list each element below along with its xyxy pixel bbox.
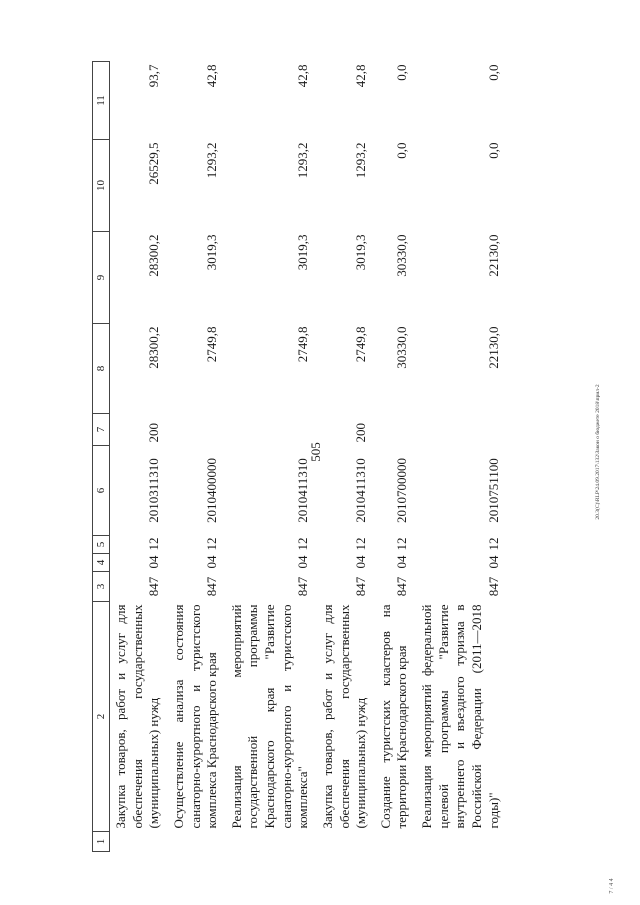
value-col9: 30330,0 — [394, 234, 410, 277]
value-col9: 3019,3 — [353, 234, 369, 271]
budget-table — [92, 61, 507, 852]
header-cell: 11 — [93, 62, 110, 140]
target-article-code: 2010311310 — [146, 458, 162, 523]
value-col8: 2749,8 — [204, 326, 220, 363]
target-article-code: 2010751100 — [485, 458, 501, 523]
value-col8: 30330,0 — [394, 326, 410, 369]
value-col10: 1293,2 — [353, 142, 369, 179]
page-number: 505 — [308, 442, 323, 462]
section-code: 04 — [146, 555, 162, 569]
value-col8: 2749,8 — [295, 326, 311, 363]
ved-code: 847 — [295, 576, 311, 597]
row-number — [110, 832, 168, 852]
value-col10: 26529,5 — [146, 142, 162, 185]
value-col11: 0,0 — [394, 64, 410, 81]
target-article-code: 2010400000 — [204, 458, 220, 523]
subsection-code: 12 — [204, 537, 220, 551]
row-number — [226, 832, 317, 852]
header-cell: 3 — [93, 572, 110, 602]
expense-type-code: 200 — [146, 423, 162, 443]
value-col9: 22130,0 — [485, 234, 501, 277]
header-cell: 4 — [93, 554, 110, 572]
corner-mark: 7 / 4 4 — [609, 878, 615, 894]
table-row — [168, 62, 226, 852]
row-number — [317, 832, 375, 852]
header-cell: 9 — [93, 232, 110, 324]
row-number — [375, 832, 416, 852]
row-name: Реализация мероприятий федеральной целевой программы "Развитие внутреннего и въездного туризма в Российской Федерации (2011—2018 годы)" — [419, 604, 501, 829]
table-header-row — [93, 62, 110, 852]
table-row — [416, 62, 507, 852]
section-code: 04 — [204, 555, 220, 569]
expense-type-code — [375, 414, 416, 446]
expense-type-code — [416, 414, 507, 446]
value-col10: 1293,2 — [204, 142, 220, 179]
value-col11: 93,7 — [146, 64, 162, 88]
value-col9: 3019,3 — [295, 234, 311, 271]
subsection-code: 12 — [353, 537, 369, 551]
table-row — [110, 62, 168, 852]
value-col10: 0,0 — [485, 142, 501, 159]
subsection-code: 12 — [485, 537, 501, 551]
ved-code: 847 — [394, 576, 410, 597]
value-col11: 42,8 — [295, 64, 311, 88]
header-cell: 1 — [93, 832, 110, 852]
target-article-code: 2010411310 — [295, 458, 311, 523]
value-col11: 42,8 — [204, 64, 220, 88]
target-article-code: 2010700000 — [394, 458, 410, 523]
header-cell: 7 — [93, 414, 110, 446]
value-col10: 0,0 — [394, 142, 410, 159]
row-number — [416, 832, 507, 852]
subsection-code: 12 — [146, 537, 162, 551]
value-col10: 1293,2 — [295, 142, 311, 179]
section-code: 04 — [295, 555, 311, 569]
row-name: Закупка товаров, работ и услуг для обеспечения государственных (муниципальных) нужд — [113, 604, 162, 829]
document-footer-code: 20.3(C)\RLP\24.09.2017\132\Закон о бюджете 2018\прил-2 — [595, 384, 601, 520]
expense-type-code — [168, 414, 226, 446]
ved-code: 847 — [146, 576, 162, 597]
section-code: 04 — [353, 555, 369, 569]
section-code: 04 — [394, 555, 410, 569]
row-name: Осуществление анализа состояния санаторно-курортного и туристского комплекса Краснодарского края — [170, 604, 220, 829]
subsection-code: 12 — [295, 537, 311, 551]
section-code: 04 — [485, 555, 501, 569]
row-name: Реализация мероприятий государственной программы Краснодарского края "Развитие санаторно-курортного и туристского комплекса" — [228, 604, 311, 829]
ved-code: 847 — [485, 576, 501, 597]
value-col9: 3019,3 — [204, 234, 220, 271]
header-cell: 6 — [93, 446, 110, 536]
table-row — [375, 62, 416, 852]
table-row — [317, 62, 375, 852]
value-col8: 28300,2 — [146, 326, 162, 369]
header-cell: 5 — [93, 536, 110, 554]
ved-code: 847 — [204, 576, 220, 597]
ved-code: 847 — [353, 576, 369, 597]
table-row — [226, 62, 317, 852]
value-col8: 22130,0 — [485, 326, 501, 369]
expense-type-code: 200 — [353, 423, 369, 443]
row-number — [168, 832, 226, 852]
rotated-table-wrapper — [92, 62, 552, 852]
row-name: Создание туристских кластеров на территории Краснодарского края — [377, 604, 410, 829]
expense-type-code — [226, 414, 317, 446]
header-cell: 10 — [93, 140, 110, 232]
value-col9: 28300,2 — [146, 234, 162, 277]
value-col8: 2749,8 — [353, 326, 369, 363]
row-name: Закупка товаров, работ и услуг для обеспечения государственных (муниципальных) нужд — [319, 604, 369, 829]
header-cell: 2 — [93, 602, 110, 832]
header-cell: 8 — [93, 324, 110, 414]
value-col11: 0,0 — [485, 64, 501, 81]
value-col11: 42,8 — [353, 64, 369, 88]
target-article-code: 2010411310 — [353, 458, 369, 523]
subsection-code: 12 — [394, 537, 410, 551]
